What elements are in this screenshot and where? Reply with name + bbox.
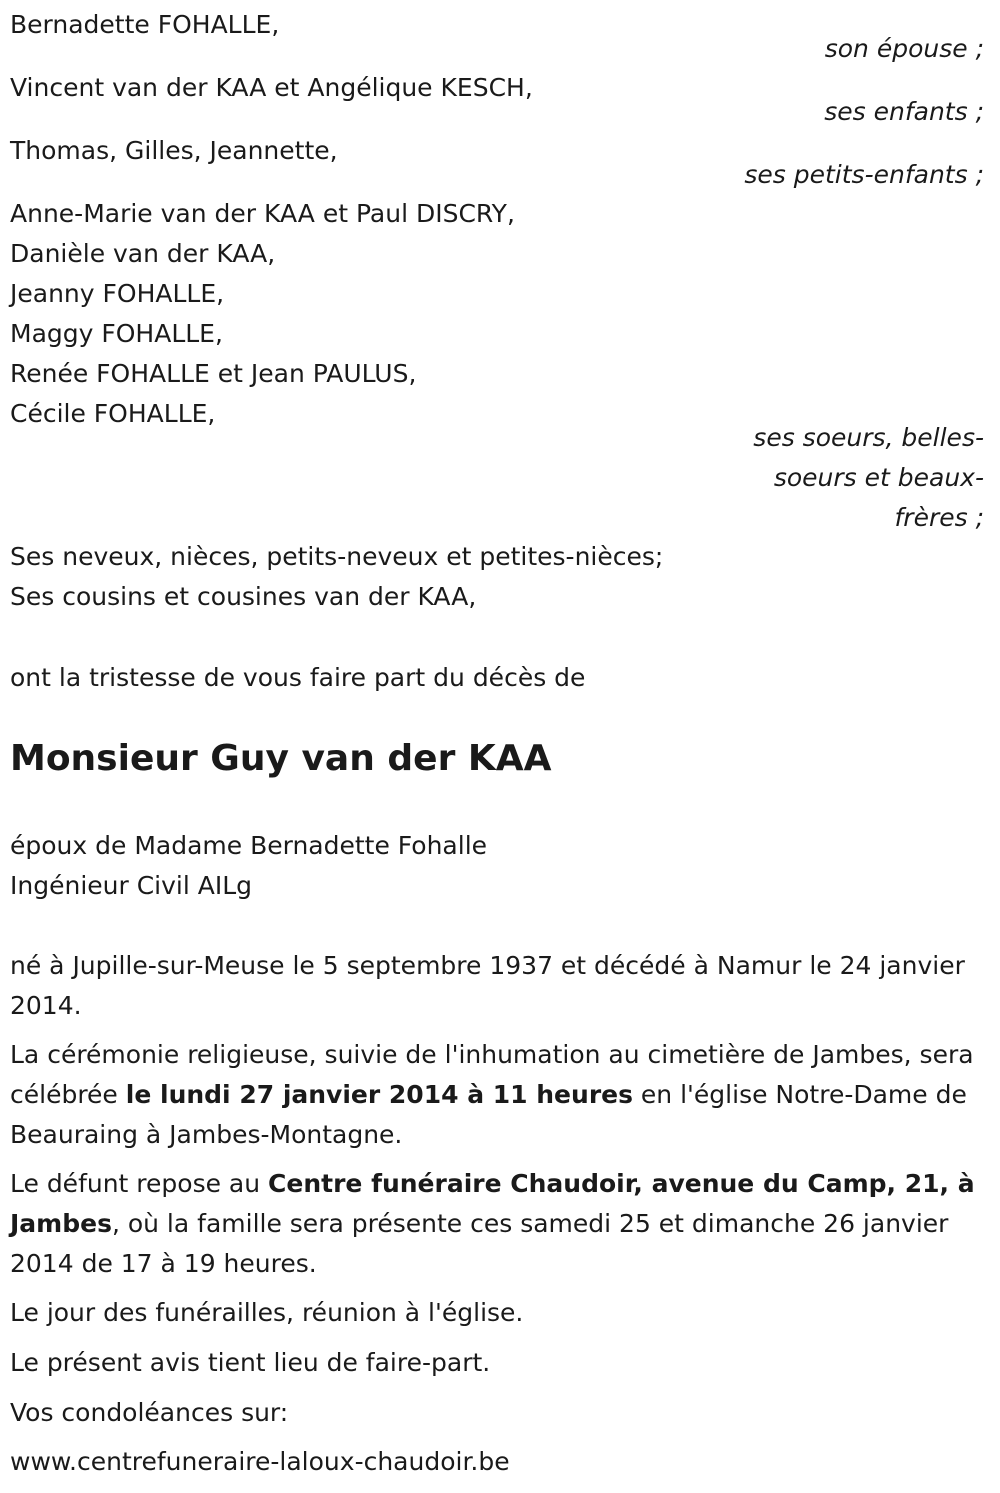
family-name-line: Danièle van der KAA, [10, 239, 276, 268]
profession-line: Ingénieur Civil AILg [10, 871, 253, 900]
family-name-line: Thomas, Gilles, Jeannette, [10, 136, 338, 165]
family-group-siblings [10, 194, 992, 434]
ceremony-date: le lundi 27 janvier 2014 à 11 heures [125, 1080, 633, 1109]
condolences-label: Vos condoléances sur: [10, 1398, 289, 1427]
family-name-line: Renée FOHALLE et Jean PAULUS, [10, 359, 417, 388]
repose-text [10, 1164, 980, 1284]
repose-location: Centre funéraire Chaudoir, avenue du Camp, 21, à Jambes [10, 1169, 975, 1238]
extended-family [10, 537, 992, 617]
spouse-line: époux de Madame Bernadette Fohalle [10, 831, 488, 860]
family-name-line: Jeanny FOHALLE, [10, 279, 225, 308]
ceremony-text [10, 1035, 980, 1155]
ceremony-text-before: La cérémonie religieuse, suivie de l'inhumation au cimetière de Jambes, sera célébrée [10, 1040, 974, 1109]
extended-family-line: Ses neveux, nièces, petits-neveux et petites-nièces; [10, 542, 664, 571]
deceased-name: Monsieur Guy van der KAA [10, 738, 552, 779]
family-role-siblings: ses soeurs, belles-soeurs et beaux-frères ; [753, 423, 984, 532]
family-name-line: Cécile FOHALLE, [10, 399, 216, 428]
extended-family-line: Ses cousins et cousines van der KAA, [10, 582, 477, 611]
repose-text-after: , où la famille sera présente ces samedi 25 et dimanche 26 janvier 2014 de 17 à 19 heures. [10, 1209, 949, 1278]
family-name-line: Maggy FOHALLE, [10, 319, 223, 348]
birth-death-text: né à Jupille-sur-Meuse le 5 septembre 1937 et décédé à Namur le 24 janvier 2014. [10, 951, 965, 1020]
ceremony-text-after: en l'église Notre-Dame de Beauraing à Jambes-Montagne. [10, 1080, 967, 1149]
repose-text-before: Le défunt repose au [10, 1169, 269, 1198]
announcement-text: ont la tristesse de vous faire part du décès de [10, 663, 586, 692]
website-link[interactable]: www.centrefuneraire-laloux-chaudoir.be [10, 1447, 510, 1476]
family-name-line: Anne-Marie van der KAA et Paul DISCRY, [10, 199, 515, 228]
family-name-line: Bernadette FOHALLE, [10, 10, 280, 39]
family-role-spouse: son épouse ; [824, 34, 984, 63]
family-role-children: ses enfants ; [824, 97, 984, 126]
family-name-line: Vincent van der KAA et Angélique KESCH, [10, 73, 533, 102]
meeting-text: Le jour des funérailles, réunion à l'église. [10, 1298, 524, 1327]
family-role-grandchildren: ses petits-enfants ; [744, 160, 984, 189]
notice-text: Le présent avis tient lieu de faire-part. [10, 1348, 491, 1377]
